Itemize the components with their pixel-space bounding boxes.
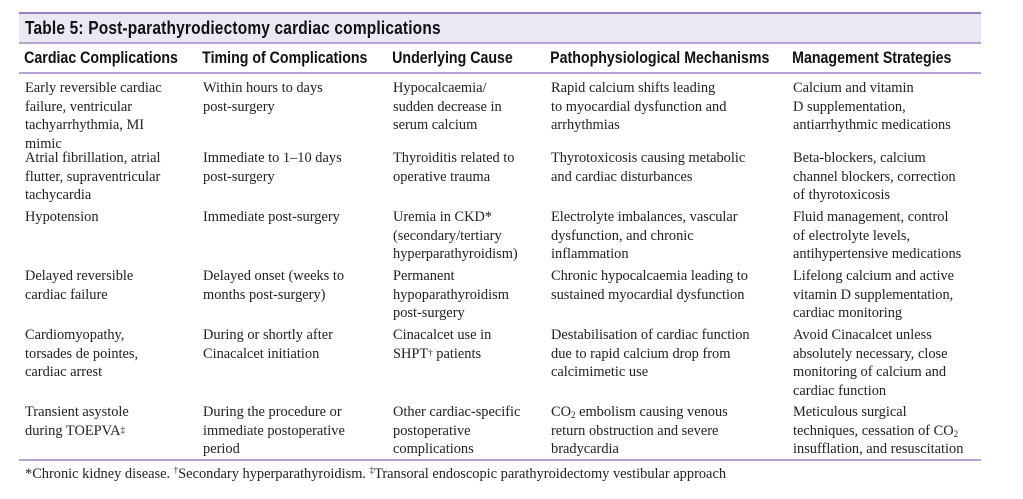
cell-cause: Permanent hypoparathyroidism post-surgery bbox=[393, 268, 509, 322]
cell-complication: Delayed reversible cardiac failure bbox=[25, 268, 134, 303]
cell-mechanism: Thyrotoxicosis causing metabolic and cardiac disturbances bbox=[551, 150, 746, 185]
cell-management-text-post: insufflation, and resuscitation bbox=[793, 441, 964, 458]
cell-timing: Within hours to days post-surgery bbox=[203, 80, 323, 115]
column-header-mechanisms: Pathophysiological Mechanisms bbox=[550, 48, 770, 67]
cell-complication: Hypotension bbox=[25, 209, 99, 225]
cell-timing: Immediate post-surgery bbox=[203, 209, 340, 225]
cell-management: Lifelong calcium and active vitamin D supplementation, cardiac monitoring bbox=[793, 268, 955, 322]
footnote-shpt: Secondary hyperparathyroidism. bbox=[178, 466, 370, 482]
cell-cause-text: Cinacalcet use in SHPT bbox=[393, 327, 492, 362]
cell-management: Beta-blockers, calcium channel blockers, correction of thyrotoxicosis bbox=[793, 150, 956, 204]
cell-complication: Atrial fibrillation, atrial flutter, supraventricular tachycardia bbox=[25, 150, 161, 204]
column-header-management: Management Strategies bbox=[792, 48, 952, 67]
cell-cause bbox=[387, 326, 545, 403]
cell-mechanism-text: CO bbox=[551, 404, 571, 420]
cell-mechanism: Electrolyte imbalances, vascular dysfunction, and chronic inflammation bbox=[551, 209, 738, 263]
cell-timing: Delayed onset (weeks to months post-surgery) bbox=[203, 268, 345, 303]
cell-complication bbox=[19, 403, 197, 459]
double-dagger-mark: ‡ bbox=[369, 465, 375, 475]
column-header-underlying-cause: Underlying Cause bbox=[392, 48, 513, 67]
cell-management bbox=[787, 403, 981, 459]
subscript-2: 2 bbox=[953, 428, 959, 439]
cell-mechanism: Rapid calcium shifts leading to myocardial dysfunction and arrhythmias bbox=[551, 80, 727, 134]
cell-complication-text: Transient asystole during TOEPVA bbox=[25, 404, 129, 439]
cell-mechanism: Chronic hypocalcaemia leading to sustained myocardial dysfunction bbox=[551, 268, 748, 303]
dagger-mark: † bbox=[173, 465, 179, 475]
cell-cause: Uremia in CKD* (secondary/tertiary hyperparathyroidism) bbox=[393, 209, 518, 263]
table-row bbox=[19, 403, 981, 461]
column-header-cardiac-complications: Cardiac Complications bbox=[24, 48, 178, 67]
cell-cause-text-post: patients bbox=[432, 345, 482, 362]
dagger-mark: † bbox=[428, 347, 433, 358]
footnote-ckd: *Chronic kidney disease. bbox=[25, 466, 174, 482]
cell-cause: Thyroiditis related to operative trauma bbox=[393, 150, 515, 185]
table-row bbox=[19, 208, 981, 267]
table-row bbox=[19, 74, 981, 152]
cell-cause: Other cardiac-specific postoperative complications bbox=[393, 404, 521, 458]
cell-management: Fluid management, control of electrolyte levels, antihypertensive medications bbox=[793, 209, 962, 263]
subscript-2: 2 bbox=[571, 410, 576, 420]
table-header-row bbox=[19, 44, 981, 74]
complications-table bbox=[19, 12, 981, 461]
cell-complication: Early reversible cardiac failure, ventricular tachyarrhythmia, MI mimic bbox=[25, 80, 162, 152]
table-footnote bbox=[25, 466, 726, 483]
cell-timing: During or shortly after Cinacalcet initiation bbox=[203, 327, 333, 362]
cell-timing: Immediate to 1–10 days post-surgery bbox=[203, 150, 342, 185]
footnote-toepva: Transoral endoscopic parathyroidectomy vestibular approach bbox=[374, 466, 727, 482]
table-title: Table 5: Post-parathyrodiectomy cardiac complications bbox=[25, 17, 441, 38]
cell-management: Calcium and vitamin D supplementation, antiarrhythmic medications bbox=[793, 80, 951, 134]
cell-mechanism-text-post: embolism causing venous return obstruction and severe bradycardia bbox=[551, 404, 728, 458]
cell-mechanism: Destabilisation of cardiac function due to rapid calcium drop from calcimimetic use bbox=[551, 327, 750, 381]
cell-cause: Hypocalcaemia/ sudden decrease in serum calcium bbox=[393, 80, 502, 134]
cell-complication: Cardiomyopathy, torsades de pointes, cardiac arrest bbox=[25, 327, 139, 381]
cell-management: Avoid Cinacalcet unless absolutely necessary, close monitoring of calcium and cardiac function bbox=[793, 327, 948, 399]
cell-timing: During the procedure or immediate postoperative period bbox=[203, 404, 345, 458]
table-row bbox=[19, 149, 981, 208]
table-title-bar bbox=[19, 12, 981, 44]
cell-management-text: Meticulous surgical techniques, cessation of CO bbox=[793, 404, 954, 439]
column-header-timing: Timing of Complications bbox=[202, 48, 368, 67]
table-row bbox=[19, 267, 981, 326]
cell-mechanism bbox=[545, 403, 787, 459]
double-dagger-mark: ‡ bbox=[120, 424, 126, 435]
table-row bbox=[19, 326, 981, 403]
